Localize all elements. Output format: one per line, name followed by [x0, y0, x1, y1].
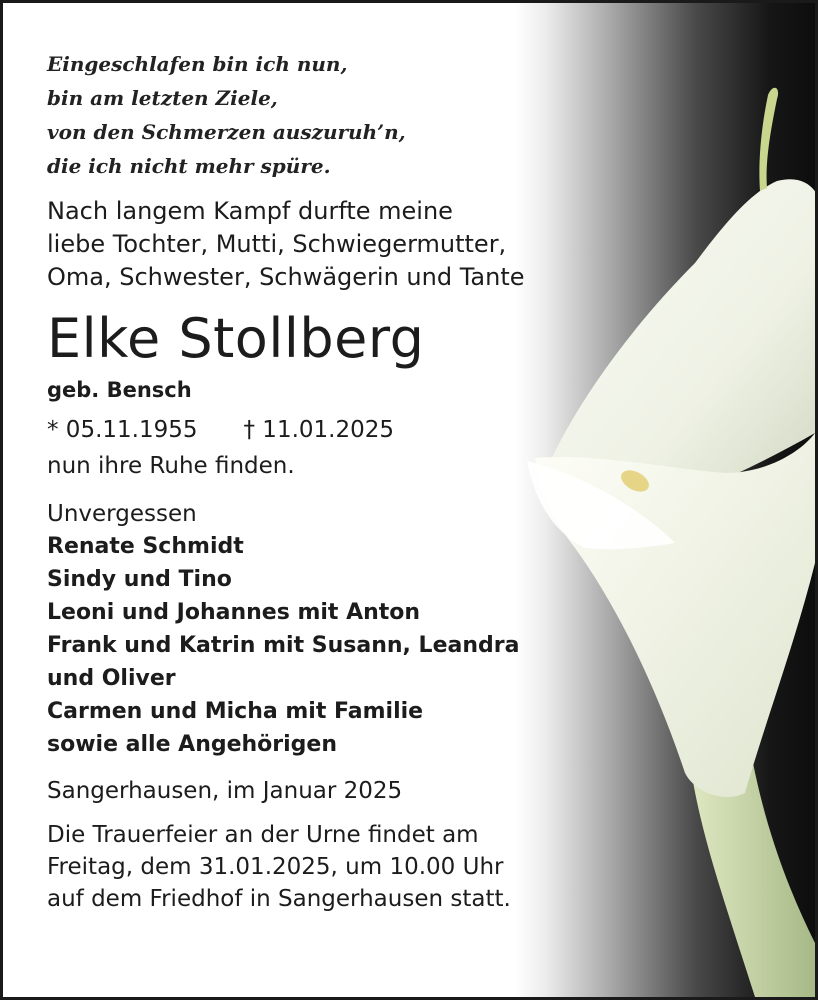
- birth-name: geb. Bensch: [47, 378, 192, 402]
- mourner-name: Carmen und Micha mit Familie: [47, 699, 424, 724]
- mourner-name: Sindy und Tino: [47, 567, 232, 592]
- funeral-info-line: auf dem Friedhof in Sangerhausen statt.: [47, 886, 511, 912]
- intro-text: [47, 195, 587, 294]
- intro-line: Oma, Schwester, Schwägerin und Tante: [47, 263, 525, 291]
- poem-line: die ich nicht mehr spüre.: [47, 154, 331, 178]
- poem-line: Eingeschlafen bin ich nun,: [47, 52, 348, 76]
- intro-line: liebe Tochter, Mutti, Schwiegermutter,: [47, 230, 507, 258]
- poem-line: von den Schmerzen auszuruh’n,: [47, 120, 406, 144]
- funeral-info-line: Die Trauerfeier an der Urne findet am: [47, 822, 479, 848]
- rest-phrase: nun ihre Ruhe finden.: [47, 453, 295, 479]
- mourner-name: Frank und Katrin mit Susann, Leandra: [47, 633, 520, 658]
- poem-line: bin am letzten Ziele,: [47, 86, 278, 110]
- birth-date: * 05.11.1955: [47, 417, 198, 443]
- mourner-name: sowie alle Angehörigen: [47, 732, 338, 757]
- life-dates: [47, 414, 587, 446]
- mourners-list: [47, 530, 587, 761]
- mourners-label: Unvergessen: [47, 501, 197, 527]
- lily-stem: [690, 763, 815, 997]
- funeral-info: [47, 819, 587, 915]
- deceased-name: Elke Stollberg: [47, 307, 425, 370]
- death-date: † 11.01.2025: [243, 417, 394, 443]
- text-column: [47, 47, 587, 915]
- poem: [47, 47, 587, 183]
- place-date: Sangerhausen, im Januar 2025: [47, 778, 403, 804]
- funeral-info-line: Freitag, dem 31.01.2025, um 10.00 Uhr: [47, 854, 504, 880]
- mourner-name: Leoni und Johannes mit Anton: [47, 600, 421, 625]
- lily-tip: [759, 88, 778, 191]
- mourner-name: Renate Schmidt: [47, 534, 244, 559]
- intro-line: Nach langem Kampf durfte meine: [47, 197, 453, 225]
- mourner-name: und Oliver: [47, 666, 176, 691]
